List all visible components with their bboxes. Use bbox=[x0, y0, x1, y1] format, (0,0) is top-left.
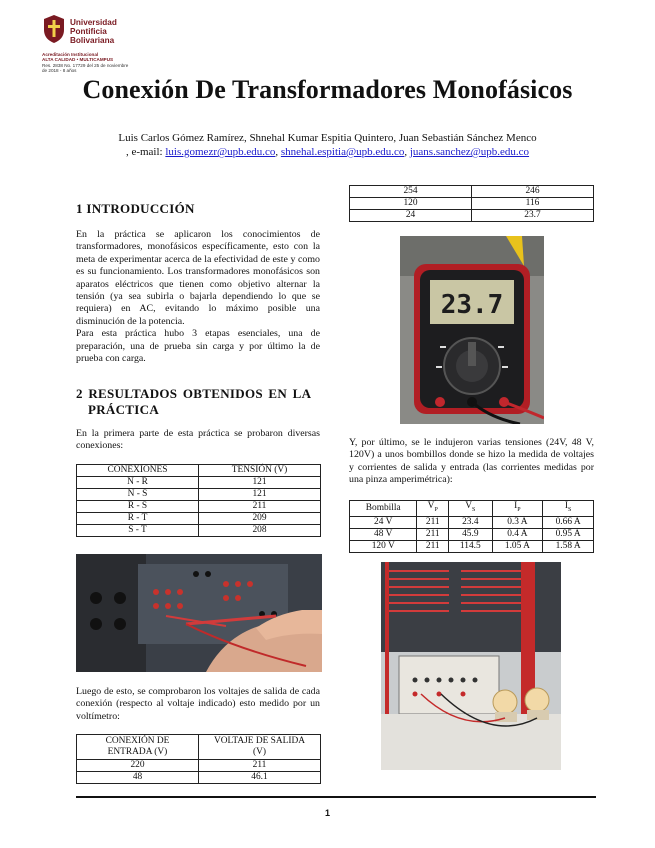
table-header: $I_P$ bbox=[492, 501, 543, 517]
table-bombillas bbox=[349, 500, 594, 553]
table-header: CONEXIONES bbox=[77, 465, 199, 477]
table-voltaje-salida-continued bbox=[349, 185, 594, 222]
table-row: S - T 208 bbox=[77, 525, 321, 537]
photo-multimeter bbox=[400, 236, 544, 424]
table-row: N - S 121 bbox=[77, 489, 321, 501]
section-heading-introduccion: 1 INTRODUCCIÓN bbox=[76, 201, 195, 216]
table-voltaje-salida bbox=[76, 734, 321, 784]
author-emails: , e-mail: luis.gomezr@upb.edu.co, shnehal.espitia@upb.edu.co, juans.sanchez@upb.edu.co bbox=[125, 146, 530, 158]
table-row: 48 46.1 bbox=[77, 772, 321, 784]
table-row: 24 23.7 bbox=[350, 210, 594, 222]
table-row: 254 246 bbox=[350, 186, 594, 198]
table-header: VOLTAJE DE SALIDA (V) bbox=[199, 735, 321, 760]
results-second-paragraph: Luego de esto, se comprobaron los voltajes de salida de cada conexión (respecto al voltaje indicado) esto medido por un voltímetro: bbox=[76, 686, 320, 722]
table-row: R - T 209 bbox=[77, 513, 321, 525]
table-conexiones bbox=[76, 464, 321, 537]
table-header: Bombilla bbox=[350, 501, 417, 517]
logo-text: Universidad Pontificia Bolivariana bbox=[70, 18, 117, 45]
table-header: CONEXIÓN DE ENTRADA (V) bbox=[77, 735, 199, 760]
email-link-1[interactable]: luis.gomezr@upb.edu.co bbox=[165, 146, 276, 158]
bulbs-paragraph: Y, por último, se le indujeron varias tensiones (24V, 48 V, 120V) a unos bombillos donde se hizo la medida de voltajes y corrientes de salida y entrada (las corrientes medidas por una pinza amperimétrica): bbox=[349, 437, 594, 486]
email-link-3[interactable]: juans.sanchez@upb.edu.co bbox=[409, 146, 530, 158]
section-heading-resultados: 2 RESULTADOS OBTENIDOS EN LA PRÁCTICA bbox=[76, 386, 312, 417]
footer-divider bbox=[76, 796, 596, 798]
results-intro-paragraph: En la primera parte de esta práctica se probaron diversas conexiones: bbox=[76, 428, 320, 452]
table-row: 120 V 211 114.5 1.05 A 1.58 A bbox=[350, 540, 594, 552]
author-names: Luis Carlos Gómez Ramírez, Shnehal Kumar Espitia Quintero, Juan Sebastián Sánchez Menco bbox=[118, 132, 537, 144]
table-row: R - S 211 bbox=[77, 501, 321, 513]
table-row: 220 211 bbox=[77, 760, 321, 772]
photo-bulbs-bench bbox=[381, 562, 561, 770]
page-number: 1 bbox=[324, 808, 330, 818]
photo-probes-panel bbox=[76, 554, 322, 672]
table-row: 48 V 211 45.9 0.4 A 0.95 A bbox=[350, 528, 594, 540]
author-block bbox=[0, 131, 655, 159]
table-header: $I_S$ bbox=[543, 501, 594, 517]
email-link-2[interactable]: shnehal.espitia@upb.edu.co bbox=[280, 146, 405, 158]
university-logo bbox=[42, 14, 132, 72]
table-row: N - R 121 bbox=[77, 477, 321, 489]
table-row: 24 V 211 23.4 0.3 A 0.66 A bbox=[350, 516, 594, 528]
accreditation-text: Acreditación Institucional ALTA CALIDAD • MULTICAMPUS Res. 2838 No. 17729 del 25 de noviembre de 2018 - 8 años bbox=[42, 52, 129, 74]
paper-title: Conexión De Transformadores Monofásicos bbox=[82, 75, 573, 104]
intro-paragraph: En la práctica se aplicaron los conocimientos de transformadores, monofásicos específicamente, esto con la meta de experimentar acerca de la efectividad de este y como es su funcionamiento. Los transformadores monofásicos son aparatos eléctricos que tienen como objetivo alternar la tensión (ya sea subirla o bajarla dependiendo lo que se requiera) en AC, evitando lo máximo posible una disminución de la potencia. Para esta práctica hubo 3 etapas esenciales, una de preparación, una de prueba sin carga y por último la de prueba con carga. bbox=[76, 229, 320, 365]
table-header: $V_S$ bbox=[449, 501, 493, 517]
table-header: TENSIÓN (V) bbox=[199, 465, 321, 477]
table-row: 120 116 bbox=[350, 198, 594, 210]
university-crest-icon bbox=[42, 14, 66, 44]
multimeter-reading: 23.7 bbox=[440, 290, 504, 320]
table-header: $V_P$ bbox=[417, 501, 449, 517]
